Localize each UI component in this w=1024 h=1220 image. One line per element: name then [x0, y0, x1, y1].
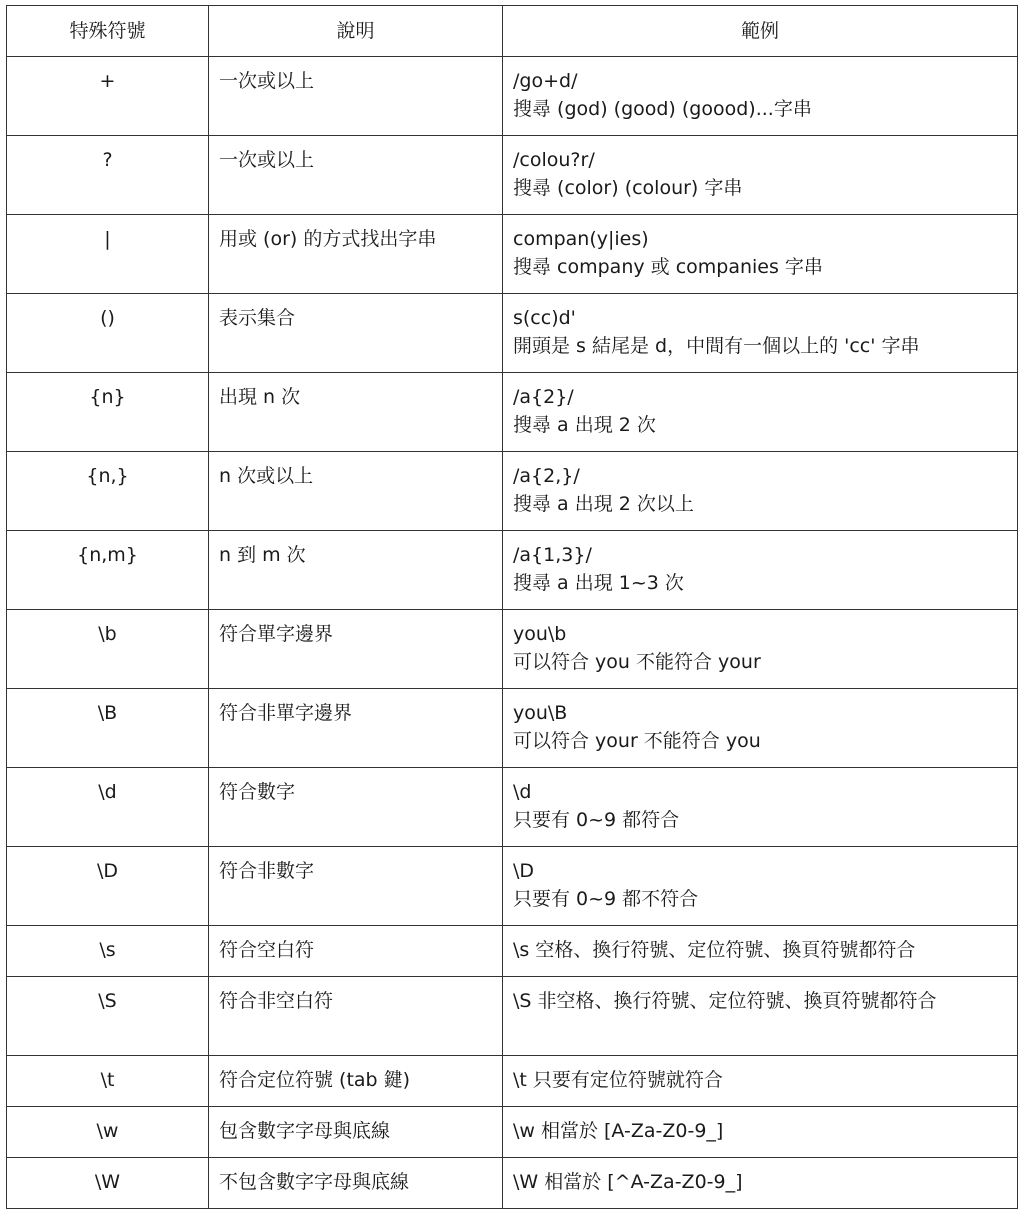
symbol-cell: {n} — [7, 373, 209, 452]
description-cell: 一次或以上 — [209, 57, 503, 136]
example-line: 搜尋 a 出現 2 次以上 — [513, 493, 694, 515]
example-cell — [503, 215, 1018, 294]
example-line: 可以符合 your 不能符合 you — [513, 730, 761, 752]
table-row — [7, 926, 1018, 977]
table-row — [7, 57, 1018, 136]
description-cell: 符合單字邊界 — [209, 610, 503, 689]
example-cell — [503, 977, 1018, 1056]
example-cell — [503, 452, 1018, 531]
regex-special-symbols-table — [6, 5, 1018, 1209]
example-cell — [503, 610, 1018, 689]
header-example: 範例 — [503, 6, 1018, 57]
example-line: 只要有 0~9 都符合 — [513, 809, 680, 831]
description-cell: 用或 (or) 的方式找出字串 — [209, 215, 503, 294]
description-cell: 一次或以上 — [209, 136, 503, 215]
example-cell — [503, 294, 1018, 373]
example-cell — [503, 57, 1018, 136]
symbol-cell: ? — [7, 136, 209, 215]
table-row — [7, 768, 1018, 847]
example-cell — [503, 1107, 1018, 1158]
example-cell — [503, 1158, 1018, 1209]
example-line: /a{1,3}/ — [513, 544, 592, 566]
symbol-cell: {n,m} — [7, 531, 209, 610]
table-row — [7, 610, 1018, 689]
description-cell: 符合非空白符 — [209, 977, 503, 1056]
description-cell: 包含數字字母與底線 — [209, 1107, 503, 1158]
table-row — [7, 452, 1018, 531]
symbol-cell: {n,} — [7, 452, 209, 531]
example-line: \W 相當於 [^A-Za-Z0-9_] — [513, 1171, 743, 1193]
description-cell: 出現 n 次 — [209, 373, 503, 452]
example-line: 搜尋 a 出現 1~3 次 — [513, 572, 684, 594]
example-line: you\B — [513, 702, 568, 724]
example-line: \w 相當於 [A-Za-Z0-9_] — [513, 1120, 724, 1142]
symbol-cell: \t — [7, 1056, 209, 1107]
description-cell: 符合非數字 — [209, 847, 503, 926]
description-cell: 符合數字 — [209, 768, 503, 847]
table-row — [7, 215, 1018, 294]
symbol-cell: \D — [7, 847, 209, 926]
symbol-cell: \s — [7, 926, 209, 977]
example-line: \D — [513, 860, 535, 882]
symbol-cell: () — [7, 294, 209, 373]
example-cell — [503, 1056, 1018, 1107]
table-row — [7, 689, 1018, 768]
header-description: 說明 — [209, 6, 503, 57]
example-line: 搜尋 (god) (good) (goood)...字串 — [513, 98, 812, 120]
table-row — [7, 977, 1018, 1056]
table-row — [7, 373, 1018, 452]
table-row — [7, 531, 1018, 610]
example-line: \t 只要有定位符號就符合 — [513, 1069, 723, 1091]
table-row — [7, 1107, 1018, 1158]
table-row — [7, 136, 1018, 215]
example-line: 只要有 0~9 都不符合 — [513, 888, 699, 910]
example-cell — [503, 768, 1018, 847]
example-cell — [503, 847, 1018, 926]
header-symbol: 特殊符號 — [7, 6, 209, 57]
table-row — [7, 1158, 1018, 1209]
example-cell — [503, 531, 1018, 610]
example-line: /colou?r/ — [513, 149, 595, 171]
example-line: /go+d/ — [513, 70, 578, 92]
symbol-cell: \W — [7, 1158, 209, 1209]
example-line: \s 空格、換行符號、定位符號、換頁符號都符合 — [513, 939, 916, 961]
symbol-cell: | — [7, 215, 209, 294]
example-line: 搜尋 company 或 companies 字串 — [513, 256, 823, 278]
example-cell — [503, 136, 1018, 215]
example-line: you\b — [513, 623, 567, 645]
description-cell: 表示集合 — [209, 294, 503, 373]
description-cell: 符合空白符 — [209, 926, 503, 977]
example-cell — [503, 689, 1018, 768]
symbol-cell: \S — [7, 977, 209, 1056]
description-cell: 符合非單字邊界 — [209, 689, 503, 768]
example-line: \S 非空格、換行符號、定位符號、換頁符號都符合 — [513, 990, 937, 1012]
table-header-row — [7, 6, 1018, 57]
description-cell: 符合定位符號 (tab 鍵) — [209, 1056, 503, 1107]
example-line: 搜尋 (color) (colour) 字串 — [513, 177, 743, 199]
example-line: 搜尋 a 出現 2 次 — [513, 414, 656, 436]
symbol-cell: \w — [7, 1107, 209, 1158]
description-cell: n 到 m 次 — [209, 531, 503, 610]
table-row — [7, 847, 1018, 926]
example-line: 開頭是 s 結尾是 d，中間有一個以上的 'cc' 字串 — [513, 335, 920, 357]
symbol-cell: \d — [7, 768, 209, 847]
table-row — [7, 294, 1018, 373]
symbol-cell: \b — [7, 610, 209, 689]
example-line: \d — [513, 781, 532, 803]
example-cell — [503, 926, 1018, 977]
description-cell: 不包含數字字母與底線 — [209, 1158, 503, 1209]
example-line: /a{2}/ — [513, 386, 574, 408]
symbol-cell: + — [7, 57, 209, 136]
example-line: s(cc)d' — [513, 307, 576, 329]
example-line: compan(y|ies) — [513, 228, 649, 250]
example-line: /a{2,}/ — [513, 465, 580, 487]
table-row — [7, 1056, 1018, 1107]
description-cell: n 次或以上 — [209, 452, 503, 531]
example-line: 可以符合 you 不能符合 your — [513, 651, 761, 673]
example-cell — [503, 373, 1018, 452]
symbol-cell: \B — [7, 689, 209, 768]
